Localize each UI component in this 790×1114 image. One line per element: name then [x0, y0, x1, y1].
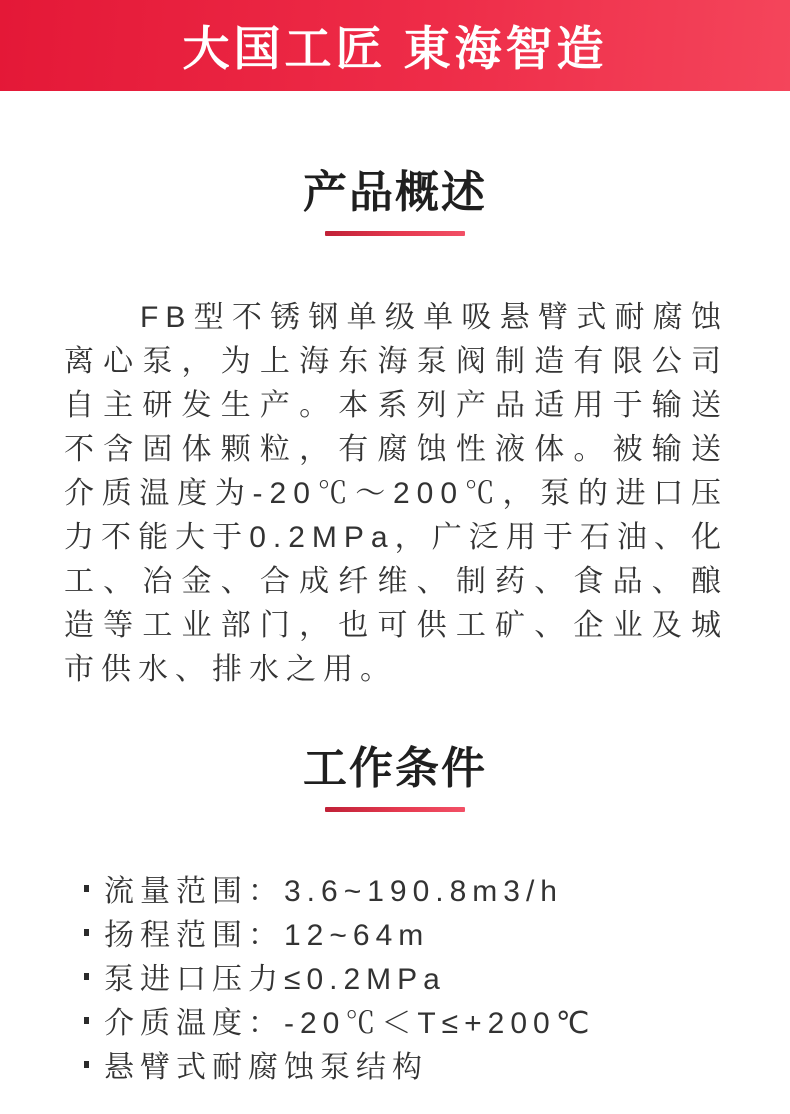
- bullet-dot: [84, 1017, 89, 1024]
- overview-title: 产品概述: [303, 168, 487, 217]
- condition-text: 介质温度：-20℃＜T≤+200℃: [104, 1007, 596, 1040]
- condition-text: 悬臂式耐腐蚀泵结构: [104, 1051, 428, 1084]
- bullet-dot: [84, 885, 89, 892]
- bullet-dot: [84, 929, 89, 936]
- condition-text: 扬程范围：12~64m: [104, 919, 430, 952]
- condition-item-structure: [84, 1042, 750, 1086]
- condition-text: 流量范围：3.6~190.8m3/h: [104, 875, 563, 908]
- conditions-title-underline: [325, 807, 465, 812]
- banner-title: 大国工匠 東海智造: [182, 22, 608, 75]
- condition-item-flow: [84, 866, 750, 910]
- bullet-dot: [84, 973, 89, 980]
- section-overview: [0, 168, 790, 692]
- header-banner: [0, 0, 790, 91]
- section-working-conditions: [0, 744, 790, 1086]
- conditions-list: [84, 866, 750, 1086]
- bullet-dot: [84, 1061, 89, 1068]
- condition-item-head: [84, 910, 750, 954]
- condition-item-medium-temperature: [84, 998, 750, 1042]
- condition-text: 泵进口压力≤0.2MPa: [104, 963, 446, 996]
- overview-title-underline: [325, 231, 465, 236]
- overview-paragraph: FB型不锈钢单级单吸悬臂式耐腐蚀离心泵，为上海东海泵阀制造有限公司自主研发生产。本系列产品适用于输送不含固体颗粒，有腐蚀性液体。被输送介质温度为-20℃～200℃，泵的进口压力不能大于0.2MPa，广泛用于石油、化工、冶金、合成纤维、制药、食品、酿造等工业部门，也可供工矿、企业及城市供水、排水之用。: [64, 301, 728, 686]
- condition-item-inlet-pressure: [84, 954, 750, 998]
- conditions-title: 工作条件: [303, 744, 487, 793]
